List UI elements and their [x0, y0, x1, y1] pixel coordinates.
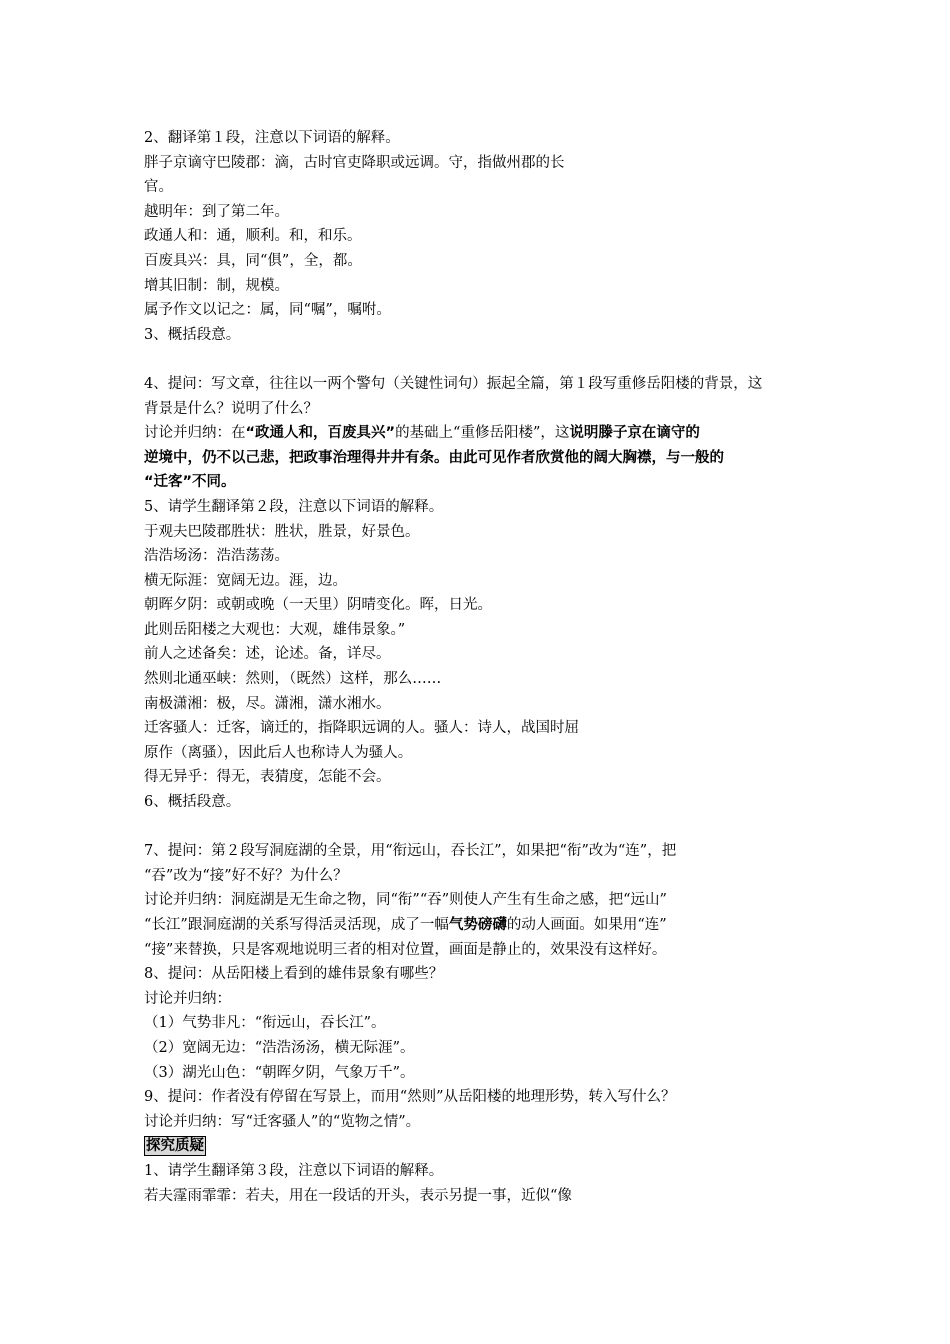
gloss-line: 越明年：到了第二年。 [144, 203, 289, 220]
gloss-line: 若夫霪雨霏霏：若夫，用在一段话的开头，表示另提一事，近似“像 [144, 1187, 572, 1204]
answer-8-intro: 讨论并归纳： [144, 990, 231, 1007]
task-summary-2: 6、概括段意。 [144, 794, 241, 811]
gloss-line: 百废具兴：具，同“俱”，全，都。 [144, 252, 362, 269]
question-4: 4、提问：写文章，往往以一两个警句（关键性词句）振起全篇，第１段写重修岳阳楼的背景，这 [144, 375, 763, 392]
gloss-line: 此则岳阳楼之大观也：大观，雄伟景象。” [144, 621, 406, 638]
gloss-line: 迁客骚人：迁客，谪迁的，指降职远调的人。骚人：诗人，战国时屈 [144, 720, 579, 737]
gloss-line: 然则北通巫峡：然则，（既然）这样，那么…… [144, 671, 442, 688]
gloss-line: 于观夫巴陵郡胜状：胜状，胜景，好景色。 [144, 523, 420, 540]
answer-text: 讨论并归纳：在 [144, 425, 246, 442]
question-8: 8、提问：从岳阳楼上看到的雄伟景象有哪些？ [144, 966, 444, 983]
answer-text: 的基础上“重修岳阳楼”，这 [395, 425, 570, 442]
gloss-line: 朝晖夕阴：或朝或晚（一天里）阴晴变化。晖，日光。 [144, 597, 492, 614]
answer-8-item: （2）宽阔无边：“浩浩汤汤，横无际涯”。 [144, 1039, 415, 1056]
gloss-line: 浩浩场汤：浩浩荡荡。 [144, 548, 289, 565]
gloss-line: 得无异乎：得无，表猜度，怎能不会。 [144, 769, 391, 786]
gloss-line: 原作（离骚），因此后人也称诗人为骚人。 [144, 744, 413, 761]
answer-4-line-2: 逆境中，仍不以己悲，把政事治理得井井有条。由此可见作者欣赏他的阔大胸襟，与一般的 [144, 449, 724, 466]
section-heading [144, 1134, 814, 1159]
answer-4-line-3: “迁客”不同。 [144, 474, 236, 491]
gloss-line: 前人之述备矣：述，论述。备，详尽。 [144, 646, 391, 663]
gloss-line: 官。 [144, 179, 173, 196]
blank-line [144, 347, 814, 372]
document-page [144, 126, 814, 1208]
gloss-line: 横无际涯：宽阔无边。涯，边。 [144, 572, 347, 589]
paragraph-translate-1: 2、翻译第１段，注意以下词语的解释。 [144, 130, 400, 146]
question-7-cont: “吞”改为“接”好不好？为什么？ [144, 867, 348, 884]
answer-8-item: （3）湖光山色：“朝晖夕阴，气象万千”。 [144, 1064, 415, 1081]
question-9: 9、提问：作者没有停留在写景上，而用“然则”从岳阳楼的地理形势，转入写什么？ [144, 1089, 676, 1106]
question-7: 7、提问：第２段写洞庭湖的全景，用“衔远山，吞长江”，如果把“衔”改为“连”，把 [144, 843, 677, 860]
answer-emphasis: 气势磅礴 [448, 917, 507, 933]
answer-7-line-3: “接”来替换，只是客观地说明三者的相对位置，画面是静止的，效果没有这样好。 [144, 941, 667, 958]
gloss-line: 南极潇湘：极，尽。潇湘，潇水湘水。 [144, 695, 391, 712]
gloss-line: 政通人和：通，顺利。和，和乐。 [144, 228, 362, 245]
answer-7-line-1: 讨论并归纳：洞庭湖是无生命之物，同“衔”“吞”则使人产生有生命之感，把“远山” [144, 892, 667, 909]
gloss-line: 增其旧制：制，规模。 [144, 277, 289, 294]
answer-8-item: （1）气势非凡：“衔远山，吞长江”。 [144, 1015, 386, 1032]
answer-7-line-2 [144, 913, 814, 938]
answer-emphasis: “政通人和，百废具兴” [245, 425, 396, 442]
answer-text: “长江”跟洞庭湖的关系写得活灵活现，成了一幅 [144, 917, 449, 933]
task-summary-1: 3、概括段意。 [144, 326, 241, 343]
paragraph-translate-3: 1、请学生翻译第３段，注意以下词语的解释。 [144, 1162, 444, 1179]
blank-line [144, 815, 814, 840]
answer-9: 讨论并归纳：写“迁客骚人”的“览物之情”。 [144, 1113, 421, 1130]
gloss-line: 属予作文以记之：属，同“嘱”，嘱咐。 [144, 302, 391, 319]
paragraph-translate-2: 5、请学生翻译第２段，注意以下词语的解释。 [144, 498, 444, 515]
answer-4-line-1 [144, 421, 814, 446]
answer-emphasis: 说明滕子京在谪守的 [569, 425, 700, 442]
question-4-cont: 背景是什么？说明了什么？ [144, 400, 318, 417]
answer-text: 的动人画面。如果用“连” [506, 917, 667, 933]
section-heading-label: 探究质疑 [146, 1138, 204, 1155]
gloss-line: 胖子京谪守巴陵郡：滴，古时官吏降职或远调。守，指做州郡的长 [144, 154, 565, 171]
